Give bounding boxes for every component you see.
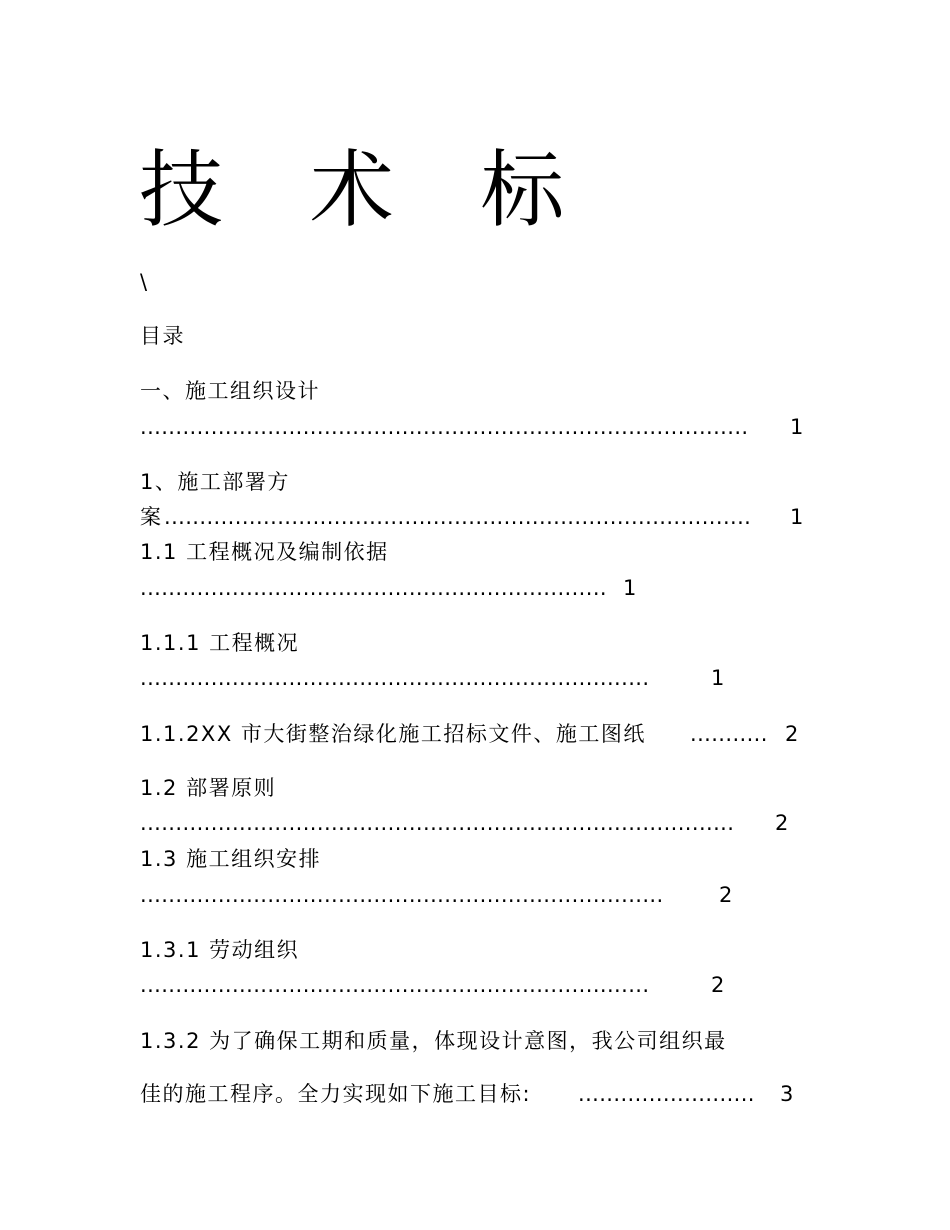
- toc-leader-dots: .........................: [578, 1082, 755, 1106]
- toc-entry-title: 1.3.2 为了确保工期和质量，体现设计意图，我公司组织最: [140, 1029, 727, 1053]
- toc-entry-title: 1.1.1 工程概况: [140, 631, 300, 655]
- toc-page-number: 1: [790, 415, 804, 439]
- toc-page-number: 2: [711, 973, 725, 997]
- toc-entry-title: 1.1 工程概况及编制依据: [140, 540, 389, 564]
- toc-page-number: 2: [785, 722, 799, 746]
- toc-entry-title: 1.1.2XX 市大街整治绿化施工招标文件、施工图纸: [140, 722, 646, 746]
- toc-page-number: 3: [780, 1082, 794, 1106]
- toc-page-number: 2: [719, 883, 733, 907]
- toc-page-number: 1: [623, 576, 637, 600]
- toc-entry-title: 1、施工部署方: [140, 470, 290, 494]
- toc-entry-title: 1.3 施工组织安排: [140, 847, 322, 871]
- toc-leader-dots: ........................................................................: [140, 973, 650, 997]
- toc-entry-title: 1.3.1 劳动组织: [140, 938, 300, 962]
- toc-page-number: 1: [790, 505, 804, 529]
- toc-leader-dots: ...........: [690, 722, 768, 746]
- backslash-text: \: [140, 270, 149, 294]
- toc-leader-dots: ...................................................................................: [164, 505, 752, 529]
- toc-entry-title: 1.2 部署原则: [140, 776, 277, 800]
- toc-entry-title: 一、施工组织设计: [140, 379, 320, 403]
- toc-leader-dots: ......................................................................................: [140, 415, 749, 439]
- toc-entry-title-continued: 案: [140, 505, 163, 529]
- toc-page-number: 2: [775, 811, 789, 835]
- toc-leader-dots: ..........................................................................: [140, 883, 664, 907]
- toc-page-number: 1: [711, 666, 725, 690]
- toc-leader-dots: ........................................................................: [140, 666, 650, 690]
- toc-heading: 目录: [140, 324, 185, 348]
- toc-leader-dots: ....................................................................................: [140, 811, 735, 835]
- toc-leader-dots: ..................................................................: [140, 576, 607, 600]
- document-title: 技 术 标: [139, 141, 595, 239]
- toc-entry-title-continued: 佳的施工程序。全力实现如下施工目标:: [140, 1082, 532, 1106]
